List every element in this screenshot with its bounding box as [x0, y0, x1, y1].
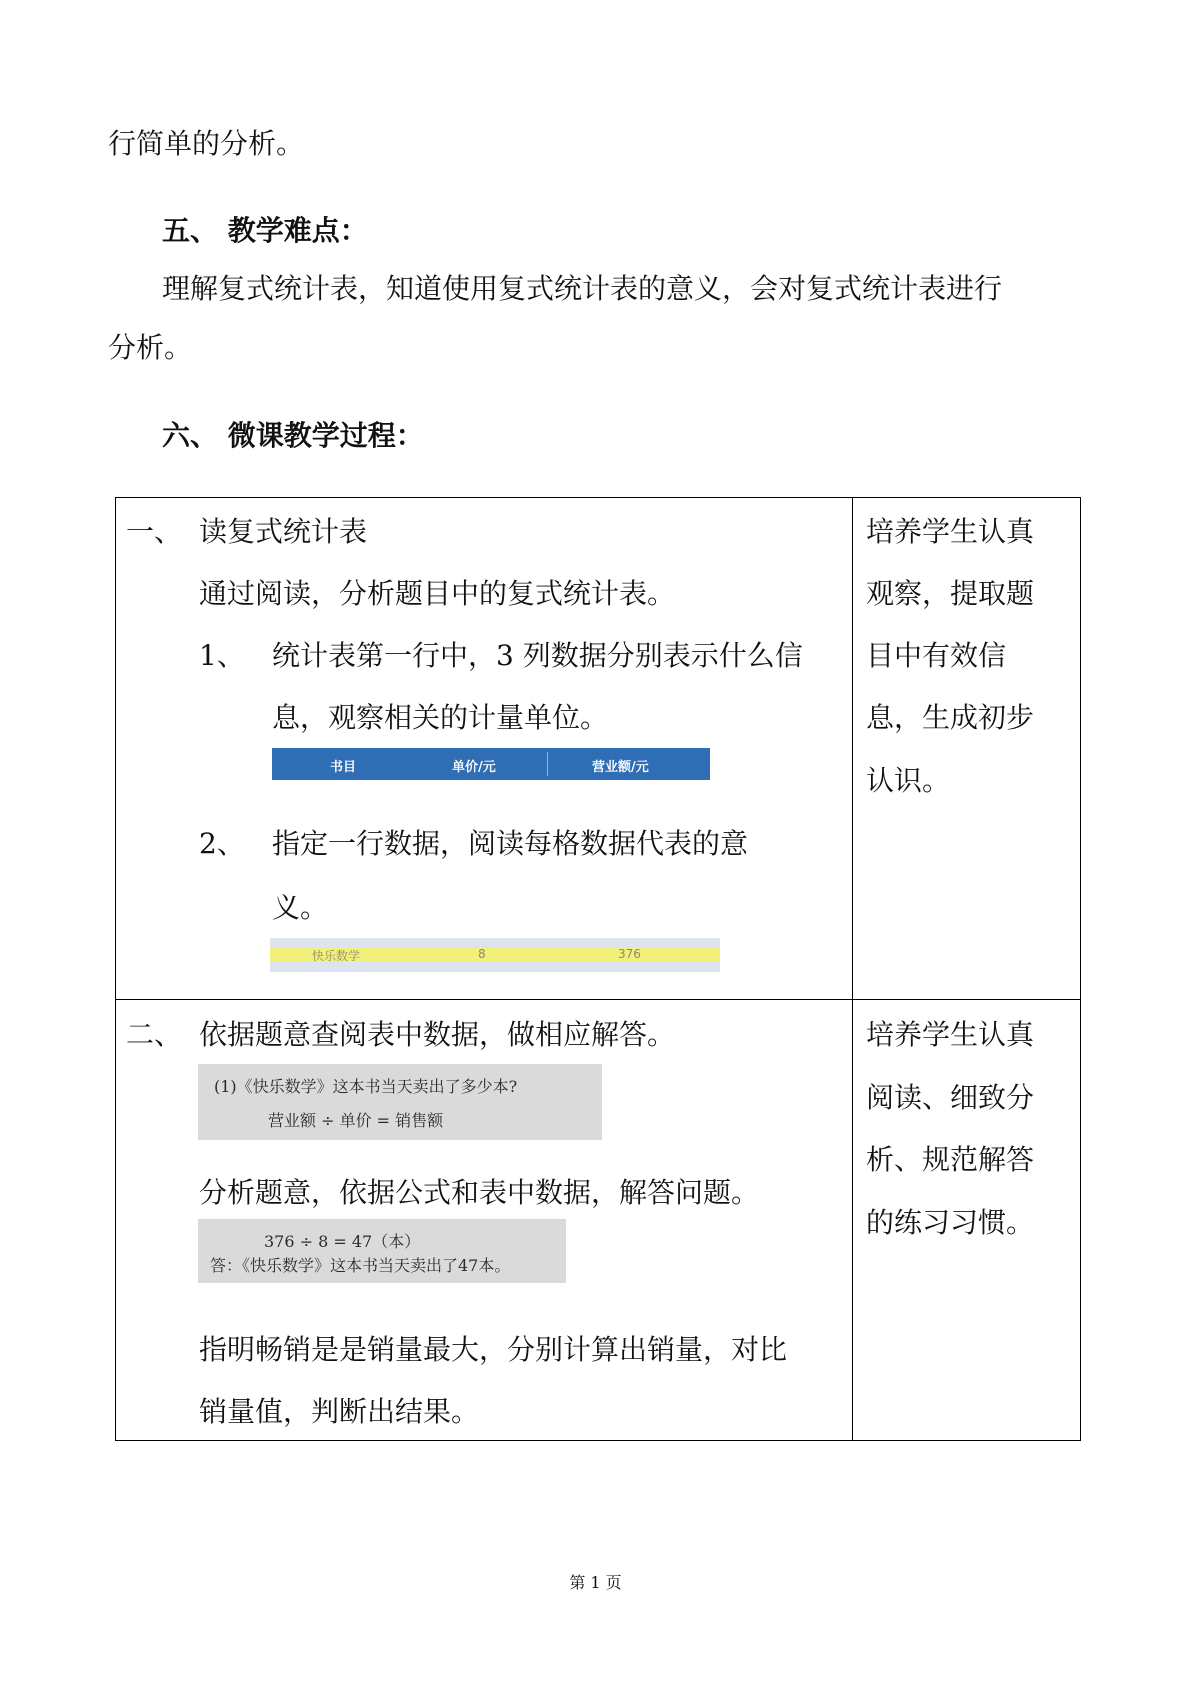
- row1-item1-number: 1、: [199, 639, 245, 672]
- row1-title: 读复式统计表: [199, 515, 368, 548]
- question-text: (1)《快乐数学》这本书当天卖出了多少本?: [214, 1077, 518, 1096]
- header-col-price: 单价/元: [452, 760, 496, 775]
- row2-note-line: 阅读、细致分: [866, 1081, 1035, 1114]
- answer-text: 答：《快乐数学》这本书当天卖出了47本。: [210, 1256, 511, 1275]
- row-col-revenue: 376: [618, 947, 641, 961]
- section5-line1: 理解复式统计表，知道使用复式统计表的意义，会对复式统计表进行: [162, 272, 1003, 305]
- header-col-book: 书目: [330, 760, 357, 775]
- row1-item2-number: 2、: [199, 827, 245, 860]
- answer-image: [198, 1219, 566, 1283]
- row1-note-line: 培养学生认真: [866, 515, 1035, 548]
- row1-desc: 通过阅读，分析题目中的复式统计表。: [199, 577, 676, 610]
- row-col-price: 8: [478, 947, 486, 961]
- row2-desc: 分析题意，依据公式和表中数据，解答问题。: [199, 1176, 760, 1209]
- row2-note-line: 析、规范解答: [866, 1143, 1035, 1176]
- row1-note-line: 息，生成初步: [866, 701, 1035, 734]
- row2-number: 二、: [126, 1018, 183, 1051]
- row2-title: 依据题意查阅表中数据，做相应解答。: [199, 1018, 676, 1051]
- row1-number: 一、: [126, 515, 183, 548]
- table-header-image: [272, 748, 710, 780]
- section5-line2: 分析。: [108, 331, 193, 364]
- highlighted-row-image: [270, 938, 720, 972]
- row1-item1-line1: 统计表第一行中，3 列数据分别表示什么信: [272, 639, 803, 672]
- row2-note-line: 培养学生认真: [866, 1018, 1035, 1051]
- calc-text: 376 ÷ 8 = 47（本）: [264, 1232, 421, 1251]
- row2-line2: 销量值，判断出结果。: [199, 1395, 480, 1428]
- row-col-book: 快乐数学: [312, 949, 361, 963]
- row1-item2-line1: 指定一行数据，阅读每格数据代表的意: [272, 827, 749, 860]
- row1-note-line: 目中有效信: [866, 639, 1007, 672]
- header-col-revenue: 营业额/元: [592, 760, 649, 775]
- page-number: 第 1 页: [569, 1573, 622, 1592]
- section5-heading: 五、 教学难点：: [162, 214, 368, 247]
- row1-note-line: 认识。: [866, 764, 951, 797]
- question-image: [198, 1064, 602, 1140]
- formula-text: 营业额 ÷ 单价 = 销售额: [268, 1111, 444, 1130]
- section6-heading: 六、 微课教学过程：: [162, 419, 424, 452]
- row1-item2-line2: 义。: [272, 891, 329, 924]
- row1-item1-line2: 息，观察相关的计量单位。: [272, 701, 609, 734]
- row1-note-line: 观察，提取题: [866, 577, 1035, 610]
- row2-line1: 指明畅销是是销量最大，分别计算出销量，对比: [199, 1333, 788, 1366]
- row2-note-line: 的练习习惯。: [866, 1206, 1035, 1239]
- intro-continuation: 行简单的分析。: [108, 127, 305, 160]
